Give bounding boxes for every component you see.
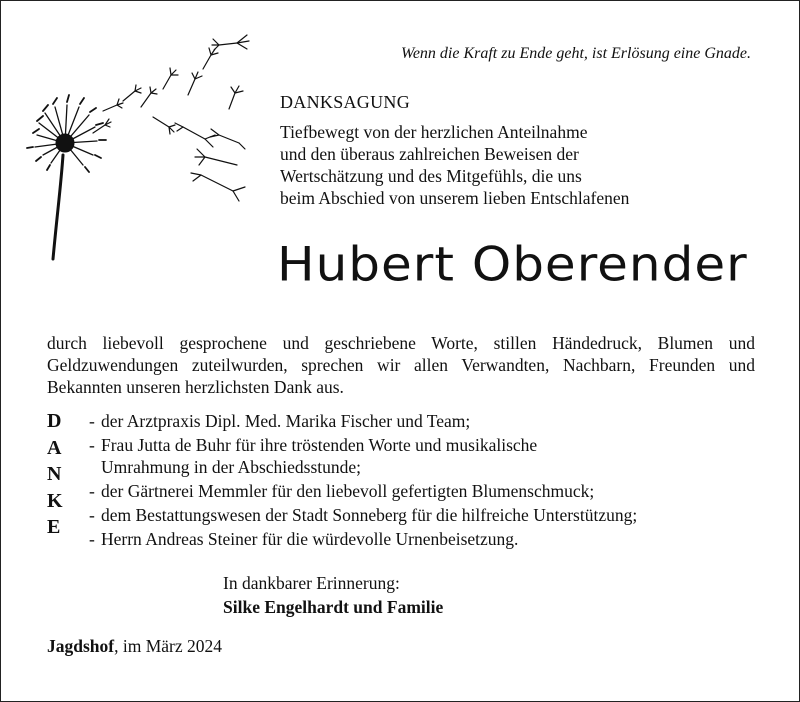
- intro-paragraph: [280, 121, 629, 209]
- intro-line: beim Abschied von unserem lieben Entschlafenen: [280, 188, 630, 208]
- list-dash: -: [89, 411, 95, 431]
- list-item-text: der Arztpraxis Dipl. Med. Marika Fischer und Team;: [101, 411, 471, 431]
- place: Jagdshof: [47, 636, 115, 656]
- list-item-text: [101, 434, 537, 478]
- deceased-name: Hubert Oberender: [277, 237, 748, 293]
- list-item: [89, 528, 769, 550]
- danke-letter: D: [47, 410, 62, 432]
- list-dash: -: [89, 505, 95, 525]
- list-item-text: Herrn Andreas Steiner für die würdevolle Urnenbeisetzung.: [101, 529, 519, 549]
- danke-letter: K: [47, 489, 63, 512]
- danke-letter: N: [47, 463, 62, 485]
- body-paragraph: durch liebevoll gesprochene und geschriebene Worte, stillen Händedruck, Blumen und Geldzuwendungen zuteilwurden, sprechen wir allen Verwandten, Nachbarn, Freunden und Bekannten unseren herzlichsten Dank aus.: [47, 333, 755, 397]
- danke-letter: E: [47, 516, 61, 538]
- list-item-line: Frau Jutta de Buhr für ihre tröstenden Worte und musikalische: [101, 435, 538, 455]
- danke-vertical-word: [47, 408, 77, 541]
- intro-line: Wertschätzung und des Mitgefühls, die uns: [280, 166, 582, 186]
- date: , im März 2024: [114, 636, 223, 656]
- heading-danksagung: DANKSAGUNG: [280, 92, 411, 112]
- memory-label: In dankbarer Erinnerung:: [223, 573, 400, 593]
- list-item: [89, 410, 769, 432]
- intro-line: und den überaus zahlreichen Beweisen der: [280, 144, 579, 164]
- list-item-text: dem Bestattungswesen der Stadt Sonneberg für die hilfreiche Unterstützung;: [101, 505, 638, 525]
- list-item-line: Umrahmung in der Abschiedsstunde;: [101, 457, 362, 477]
- signature: Silke Engelhardt und Familie: [223, 597, 444, 617]
- list-dash: -: [89, 529, 95, 549]
- list-item: [89, 480, 769, 502]
- danke-letter: A: [47, 436, 62, 459]
- intro-line: Tiefbewegt von der herzlichen Anteilnahme: [280, 122, 588, 142]
- place-date: [47, 636, 222, 657]
- list-item: [89, 434, 769, 478]
- list-dash: -: [89, 435, 95, 455]
- dandelion-icon: [23, 15, 273, 265]
- list-item-text: der Gärtnerei Memmler für den liebevoll gefertigten Blumenschmuck;: [101, 481, 595, 501]
- motto-quote: Wenn die Kraft zu Ende geht, ist Erlösung eine Gnade.: [400, 45, 751, 62]
- list-dash: -: [89, 481, 95, 501]
- list-item: [89, 504, 769, 526]
- thanks-list: [89, 410, 769, 550]
